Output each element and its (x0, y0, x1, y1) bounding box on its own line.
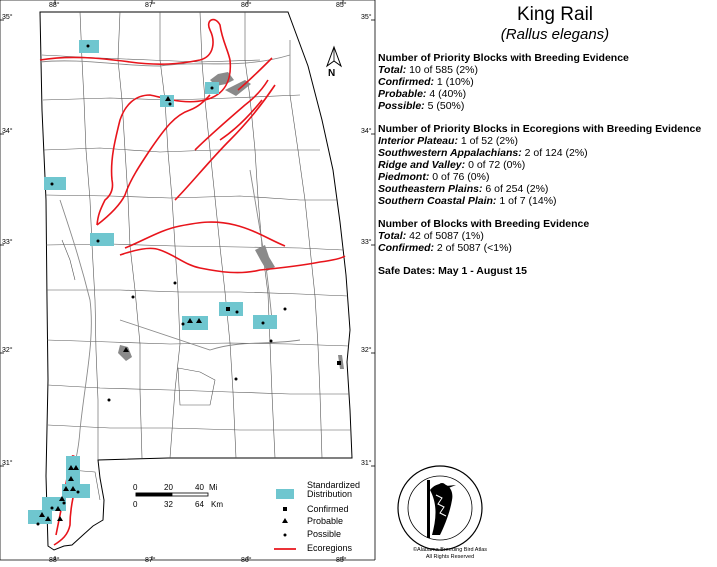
stat-row: Southwestern Appalachians: 2 of 124 (2%) (378, 147, 588, 159)
stat-row: Interior Plateau: 1 of 52 (2%) (378, 135, 519, 147)
distribution-block (90, 233, 114, 246)
lat-label-31-right: 31° (361, 460, 372, 467)
north-arrow (327, 47, 341, 66)
credit-line: All Rights Reserved (425, 554, 475, 560)
lat-label-33: 33° (2, 239, 13, 246)
distribution-block (182, 316, 208, 330)
lat-label-35-right: 35° (361, 14, 372, 21)
lat-label-34: 34° (2, 128, 13, 135)
legend-distribution: Standardized Distribution (307, 480, 361, 499)
stat-row: Probable: 4 (40%) (378, 88, 467, 100)
legend-probable: Probable (307, 516, 344, 526)
lat-label-34-right: 34° (361, 128, 372, 135)
lat-label-33-right: 33° (361, 239, 372, 246)
lon-label-87: 87° (145, 2, 156, 9)
scale-km-0: 0 (133, 500, 138, 509)
possible-point (108, 399, 111, 402)
stat-row: Southeastern Plains: 6 of 254 (2%) (378, 183, 549, 195)
credits (395, 547, 505, 561)
lon-label-85: 85° (336, 2, 347, 9)
lat-label-32: 32° (2, 347, 13, 354)
stat-row: Confirmed: 2 of 5087 (<1%) (378, 242, 512, 254)
priority-blocks-heading: Number of Priority Blocks with Breeding Evidence (378, 52, 629, 64)
lat-label-31: 31° (2, 460, 13, 467)
north-label: N (328, 68, 336, 79)
possible-point (87, 45, 90, 48)
possible-point (51, 183, 54, 186)
all-blocks-heading: Number of Blocks with Breeding Evidence (378, 218, 590, 230)
possible-point (262, 322, 265, 325)
lon-label-85-bottom: 85° (336, 557, 347, 564)
ecoregion-blocks-heading: Number of Priority Blocks in Ecoregions with Breeding Evidence (378, 123, 702, 135)
scale-mi-0: 0 (133, 483, 138, 492)
common-name: King Rail (516, 4, 594, 25)
possible-point (169, 103, 172, 106)
confirmed-point (226, 307, 230, 311)
scale-mi-20: 20 (164, 483, 173, 492)
possible-point (211, 87, 214, 90)
stat-row: Piedmont: 0 of 76 (0%) (378, 171, 490, 183)
legend-possible: Possible (307, 529, 342, 539)
stat-row: Confirmed: 1 (10%) (378, 76, 474, 88)
distribution-block (219, 302, 243, 316)
distribution-block (66, 456, 80, 486)
stat-row: Southern Coastal Plain: 1 of 7 (14%) (378, 195, 557, 207)
all-blocks-section (378, 218, 714, 254)
scale-km-32: 32 (164, 500, 173, 509)
safe-dates: Safe Dates: May 1 - August 15 (378, 265, 527, 277)
ecoregion-blocks-section (378, 123, 714, 207)
credit-line: ©Alabama Breeding Bird Atlas (412, 547, 488, 553)
lon-label-87-bottom: 87° (145, 557, 156, 564)
lat-label-32-right: 32° (361, 347, 372, 354)
possible-point (77, 491, 80, 494)
stat-row: Total: 10 of 585 (2%) (378, 64, 479, 76)
state-outline (40, 12, 352, 550)
possible-point (235, 378, 238, 381)
possible-point (182, 323, 185, 326)
possible-point (51, 507, 54, 510)
priority-blocks-section (378, 52, 714, 112)
possible-point (132, 296, 135, 299)
scale-km-64: 64 (195, 500, 204, 509)
scale-bar (136, 493, 208, 496)
stat-row: Possible: 5 (50%) (378, 100, 465, 112)
possible-point (270, 340, 273, 343)
possible-point (174, 282, 177, 285)
stat-row: Ridge and Valley: 0 of 72 (0%) (378, 159, 526, 171)
lon-label-86-bottom: 86° (241, 557, 252, 564)
possible-point (37, 523, 40, 526)
possible-point (63, 502, 66, 505)
atlas-logo (398, 466, 482, 550)
distribution-block (253, 315, 277, 329)
legend-ecoregions: Ecoregions (307, 543, 353, 553)
scale-mi-40: 40 (195, 483, 204, 492)
lon-label-88-bottom: 88° (49, 557, 60, 564)
stats-panel (378, 52, 714, 277)
legend-confirmed: Confirmed (307, 504, 349, 514)
lat-label-35: 35° (2, 14, 13, 21)
lon-label-88: 88° (49, 2, 60, 9)
species-title (430, 4, 680, 44)
possible-point (236, 311, 239, 314)
stat-row: Total: 42 of 5087 (1%) (378, 230, 484, 242)
scale-km-unit: Km (211, 500, 223, 509)
confirmed-point (337, 361, 341, 365)
scale-mi-unit: Mi (209, 483, 218, 492)
scientific-name: (Rallus elegans) (500, 26, 610, 43)
possible-point (284, 308, 287, 311)
distribution-block (44, 177, 66, 190)
possible-point (97, 240, 100, 243)
lon-label-86: 86° (241, 2, 252, 9)
